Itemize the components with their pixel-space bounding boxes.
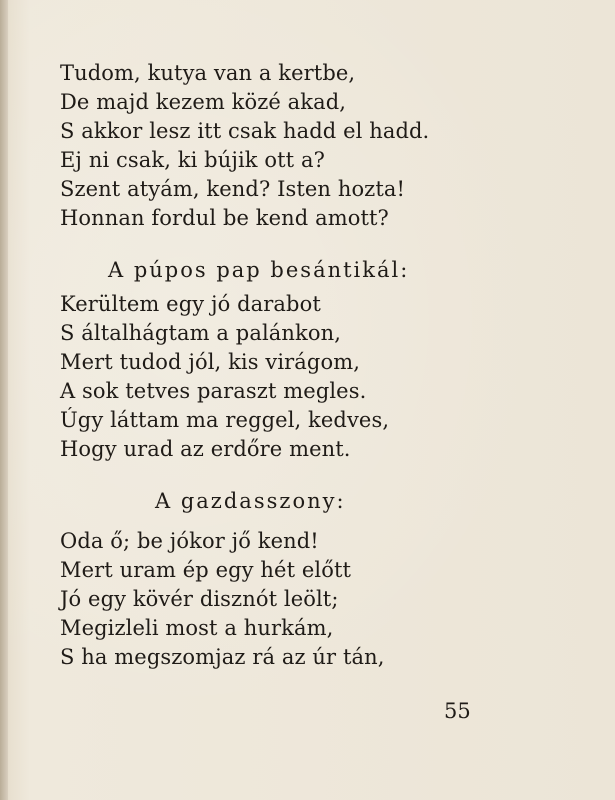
page-number: 55 [444,699,471,723]
stanza-1 [60,59,429,233]
verse-line: Mert uram ép egy hét előtt [60,558,352,582]
verse-line: Tudom, kutya van a kertbe, [60,61,356,85]
stanza-3 [60,527,385,672]
verse-line: Ej ni csak, ki bújik ott a? [60,148,325,172]
verse-line: Jó egy kövér disznót leölt; [60,587,339,611]
verse-line: A sok tetves paraszt megles. [60,379,367,403]
verse-line: Oda ő; be jókor jő kend! [60,529,319,553]
verse-line: Honnan fordul be kend amott? [60,206,389,230]
verse-line: S akkor lesz itt csak hadd el hadd. [60,119,430,143]
verse-line: Hogy urad az erdőre ment. [60,437,351,461]
speaker-heading-1: A púpos pap besántikál: [108,258,410,282]
verse-line: Kerültem egy jó darabot [60,292,321,316]
verse-line: Szent atyám, kend? Isten hozta! [60,177,406,201]
verse-line: De majd kezem közé akad, [60,90,347,114]
verse-line: Úgy láttam ma reggel, kedves, [60,408,390,432]
verse-line: S általhágtam a palánkon, [60,321,341,345]
speaker-heading-2: A gazdasszony: [155,489,346,513]
verse-line: Megizleli most a hurkám, [60,616,334,640]
verse-line: S ha megszomjaz rá az úr tán, [60,645,385,669]
verse-line: Mert tudod jól, kis virágom, [60,350,360,374]
page-gutter [0,0,8,800]
stanza-2 [60,290,389,464]
